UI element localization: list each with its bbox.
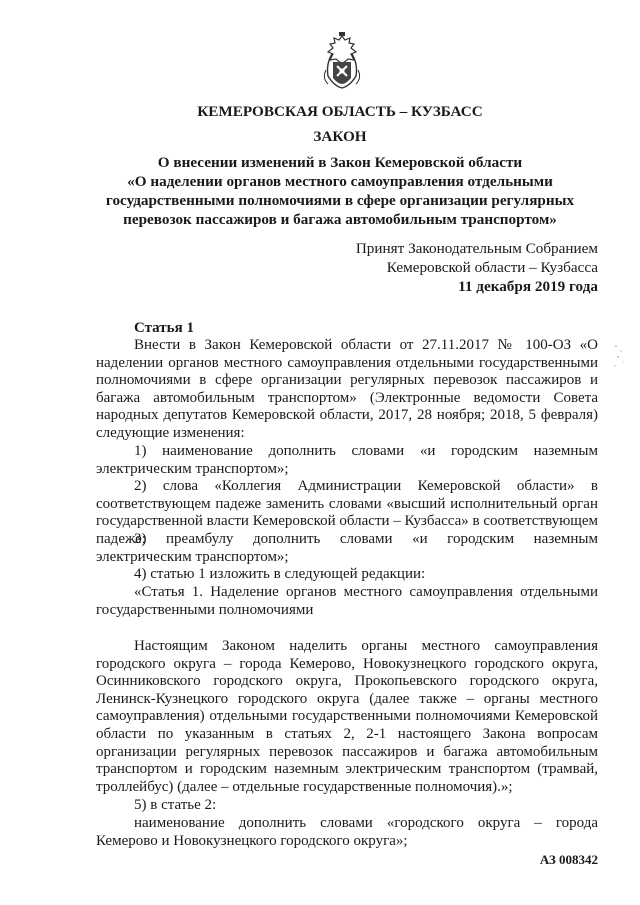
amendment-item: 1) наименование дополнить словами «и городским наземным электрическим транспортом»; — [96, 443, 598, 477]
law-title-line: «О наделении органов местного самоуправления отдельными — [127, 173, 553, 190]
law-title-line: перевозок пассажиров и багажа автомобильным транспортом» — [123, 211, 557, 228]
amendment-item: 4) статью 1 изложить в следующей редакции: — [134, 566, 426, 582]
coat-of-arms-icon — [318, 30, 366, 90]
adoption-date: 11 декабря 2019 года — [458, 278, 598, 295]
adoption-line: Принят Законодательным Собранием — [355, 240, 598, 257]
serial-number: АЗ 008342 — [539, 852, 598, 867]
quoted-article-heading: «Статья 1. Наделение органов местного самоуправления отдельными государственными полномочиями — [96, 584, 598, 618]
law-title-line: государственными полномочиями в сфере организации регулярных — [105, 192, 575, 209]
amendment-item: 5) в статье 2: — [134, 797, 217, 813]
quoted-article-body: Настоящим Законом наделить органы местного самоуправления городского округа – города Кемерово, Новокузнецкого городского округа, Осинниковского городского округа, Прокопьевского городского округа, Ленинск-Кузнецкого городского округа (далее также – органы местного самоуправления) отдельными государственными полномочиями Кемеровской области по указанным в статьях 2, 2-1 настоящего Закона вопросам организации регулярных перевозок пассажиров и багажа автомобильным транспортом и городским наземным электрическим транспортом (трамвай, троллейбус) (далее – отдельные государственные полномочия).»; — [96, 638, 598, 795]
amendment-item: 3) преамбулу дополнить словами «и городским наземным электрическим транспортом»; — [96, 531, 598, 565]
law-title-line: О внесении изменений в Закон Кемеровской области — [157, 154, 523, 171]
article-intro: Внести в Закон Кемеровской области от 27.11.2017 № 100-ОЗ «О наделении органов местного самоуправления отдельными государственными полномочиями в сфере организации регулярных перевозок пассажиров и багажа автомобильным транспортом» (Электронные ведомости Совета народных депутатов Кемеровской области, 2017, 28 ноября; 2018, 5 февраля) следующие изменения: — [96, 337, 598, 441]
amendment-text: наименование дополнить словами «городского округа – города Кемерово и Новокузнецкого городского округа»; — [96, 815, 598, 849]
doc-type-heading: ЗАКОН — [313, 128, 367, 145]
amendment-item: 2) слова «Коллегия Администрации Кемеровской области» в соответствующем падеже заменить словами «высший исполнительный орган государственной власти Кемеровской области – Кузбасса» в соответствующем падеже; — [96, 478, 598, 547]
adoption-line: Кемеровской области – Кузбасса — [386, 259, 598, 276]
scan-artifact-icon — [612, 340, 626, 370]
region-heading: КЕМЕРОВСКАЯ ОБЛАСТЬ – КУЗБАСС — [197, 103, 483, 120]
article-heading: Статья 1 — [134, 320, 194, 336]
